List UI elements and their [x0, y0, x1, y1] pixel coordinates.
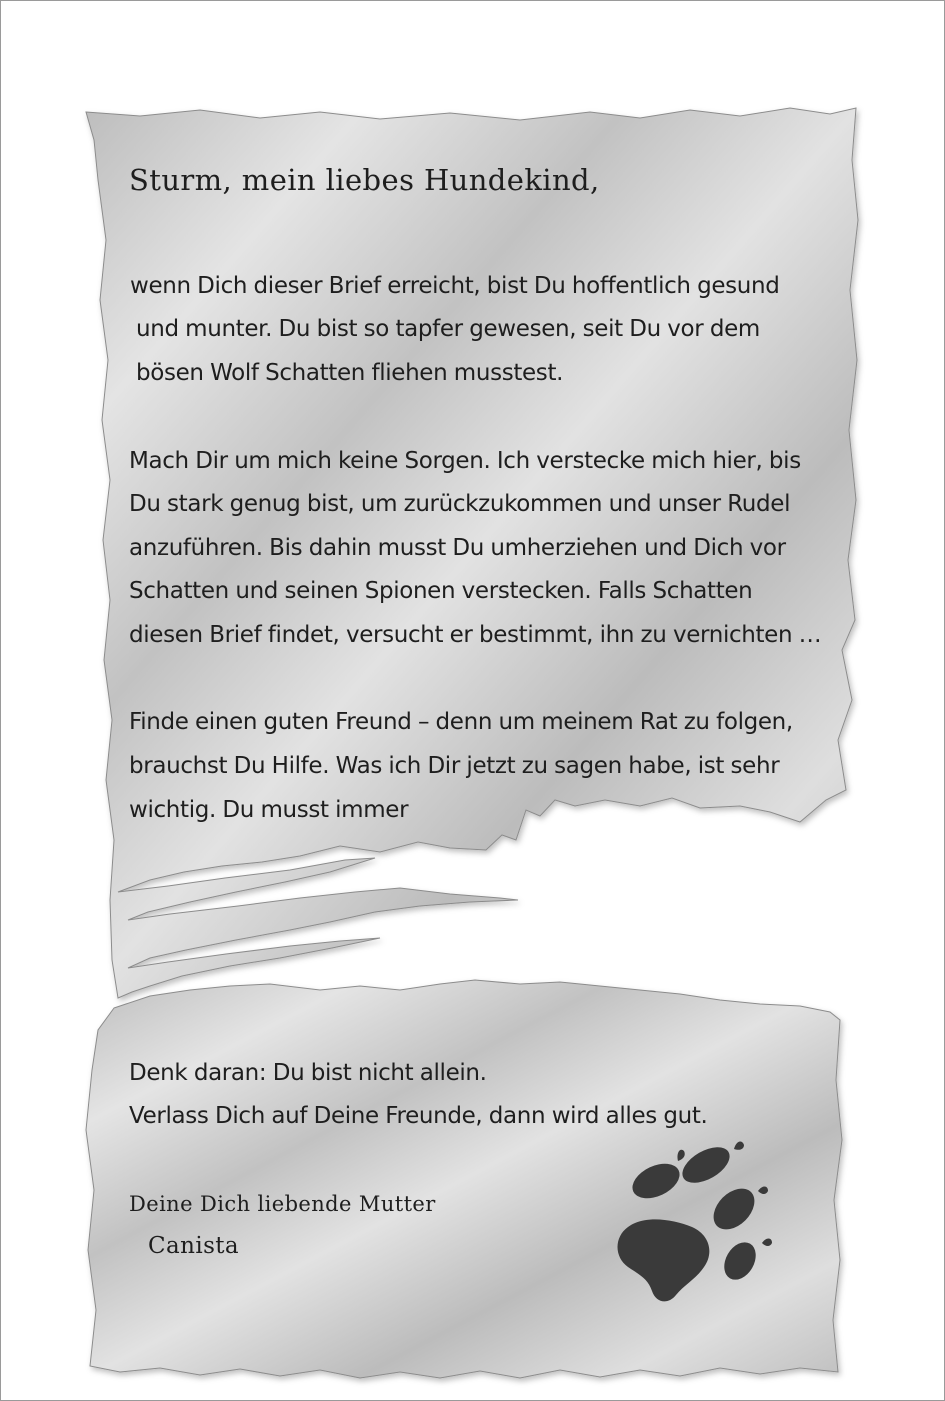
paragraph-2-line-4: Schatten und seinen Spionen verstecken. Falls Schatten [129, 578, 753, 604]
paw-claw-4 [762, 1239, 772, 1247]
letter-closing: Deine Dich liebende Mutter [129, 1192, 436, 1216]
paragraph-4-line-1: Denk daran: Du bist nicht allein. [129, 1060, 487, 1086]
paw-claw-2 [734, 1142, 744, 1150]
paragraph-2-line-5: diesen Brief findet, versucht er bestimmt, ihn zu vernichten … [129, 622, 822, 648]
paw-toe-1 [627, 1157, 685, 1205]
paragraph-2-line-1: Mach Dir um mich keine Sorgen. Ich verstecke mich hier, bis [129, 448, 801, 474]
paragraph-3-line-3: wichtig. Du musst immer [129, 797, 409, 823]
paragraph-1-line-3: bösen Wolf Schatten fliehen musstest. [136, 360, 564, 386]
paw-claw-3 [758, 1187, 768, 1195]
letter-salutation: Sturm, mein liebes Hundekind, [129, 163, 600, 197]
paw-toe-2 [676, 1140, 735, 1190]
paragraph-3-line-1: Finde einen guten Freund – denn um meinem Rat zu folgen, [129, 709, 793, 735]
paw-toe-4 [718, 1237, 762, 1286]
paragraph-4-line-2: Verlass Dich auf Deine Freunde, dann wird alles gut. [129, 1103, 708, 1129]
paragraph-1-line-2: und munter. Du bist so tapfer gewesen, seit Du vor dem [136, 316, 760, 342]
paragraph-1-line-1: wenn Dich dieser Brief erreicht, bist Du hoffentlich gesund [130, 273, 780, 299]
letter-signature: Canista [148, 1233, 240, 1259]
paragraph-2-line-3: anzuführen. Bis dahin musst Du umherziehen und Dich vor [129, 535, 786, 561]
paw-claw-1 [677, 1150, 684, 1161]
paw-toe-3 [706, 1181, 763, 1238]
paw-main-pad [618, 1219, 710, 1301]
paw-print-icon [610, 1135, 785, 1310]
paragraph-2-line-2: Du stark genug bist, um zurückzukommen und unser Rudel [129, 491, 791, 517]
paragraph-3-line-2: brauchst Du Hilfe. Was ich Dir jetzt zu sagen habe, ist sehr [129, 753, 780, 779]
